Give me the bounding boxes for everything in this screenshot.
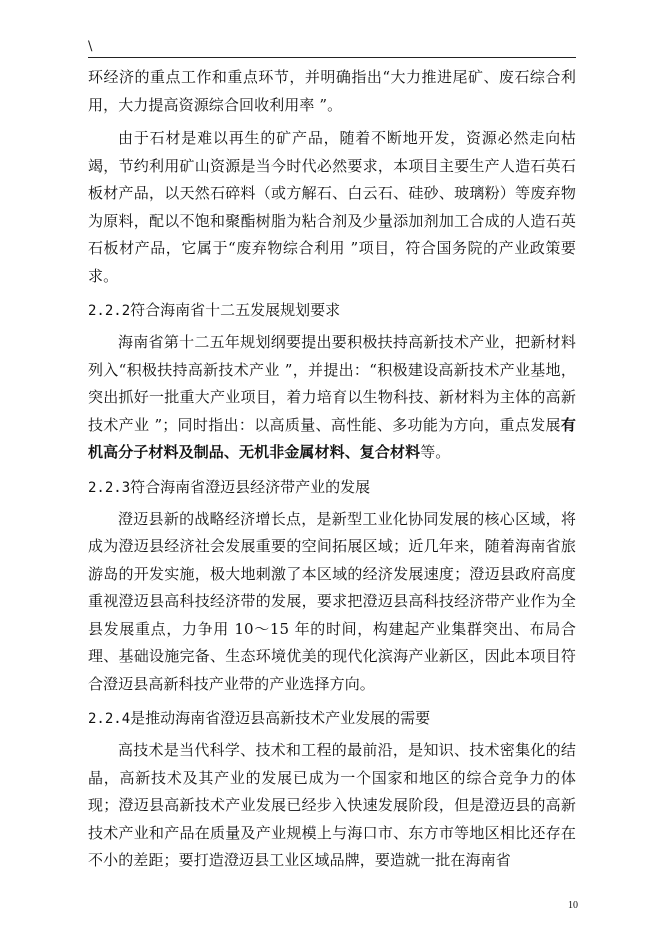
paragraph-hainan-plan: [88, 329, 576, 467]
section-heading-2-2-4: [88, 705, 576, 733]
section-number: 2.2.2: [88, 303, 131, 319]
section-title: 是推动海南省澄迈县高新技术产业发展的需要: [130, 709, 431, 727]
section-number: 2.2.4: [88, 711, 131, 727]
header-mark: \: [88, 39, 93, 54]
section-title: 符合海南省十二五发展规划要求: [130, 301, 341, 319]
emphasis-text: 有机高分子材料及制品、无机非金属材料、复合材料: [88, 415, 576, 461]
body-content: [88, 64, 576, 875]
paragraph-text-end: 等。: [420, 443, 451, 461]
section-number: 2.2.3: [88, 479, 131, 496]
paragraph-continuation: 环经济的重点工作和重点环节，并明确指出“大力推进尾矿、废石综合利用，大力提高资源综合回收利用率 ”。: [88, 68, 576, 114]
header-rule: [88, 57, 576, 58]
section-heading-2-2-3: [88, 474, 576, 502]
paragraph-stone-resources: 由于石材是难以再生的矿产品，随着不断地开发，资源必然走向枯竭，节约利用矿山资源是当今时代必然要求，本项目主要生产人造石英石板材产品，以天然石碎料（或方解石、白云石、硅砂、玻璃粉）等废弃物为原料，配以不饱和聚酯树脂为粘合剂及少量添加剂加工合成的人造石英石板材产品，它属于“废弃物综合利用 ”项目，符合国务院的产业政策要求。: [88, 129, 576, 285]
page-number: 10: [568, 900, 578, 911]
section-title: 符合海南省澄迈县经济带产业的发展: [130, 477, 371, 496]
paragraph-chengmai-economy: 澄迈县新的战略经济增长点，是新型工业化协同发展的核心区域，将成为澄迈县经济社会发展重要的空间拓展区域；近几年来，随着海南省旅游岛的开发实施，极大地刺激了本区域的经济发展速度；澄迈县政府高度重视澄迈县高科技经济带的发展，要求把澄迈县高科技经济带产业作为全县发展重点，力争用 10～15 年的时间，构建起产业集群突出、布局合理、基础设施完备、生态环境优美的现代化滨海产业新区，因此本项目符合澄迈县高新科技产业带的产业选择方向。: [88, 509, 576, 693]
paragraph-text: 海南省第十二五年规划纲要提出要积极扶持高新技术产业，把新材料列入“积极扶持高新技术产业 ”，并提出：“积极建设高新技术产业基地，突出抓好一批重大产业项目，着力培育以生物科技、新材料为主体的高新技术产业 ”；同时指出：以高质量、高性能、多功能为方向，重点发展: [88, 333, 576, 434]
section-heading-2-2-2: [88, 297, 576, 325]
paragraph-high-tech: 高技术是当代科学、技术和工程的最前沿，是知识、技术密集化的结晶，高新技术及其产业的发展已成为一个国家和地区的综合竞争力的体现；澄迈县高新技术产业发展已经步入快速发展阶段，但是澄迈县的高新技术产业和产品在质量及产业规模上与海口市、东方市等地区相比还存在不小的差距；要打造澄迈县工业区域品牌，要造就一批在海南省: [88, 741, 576, 869]
